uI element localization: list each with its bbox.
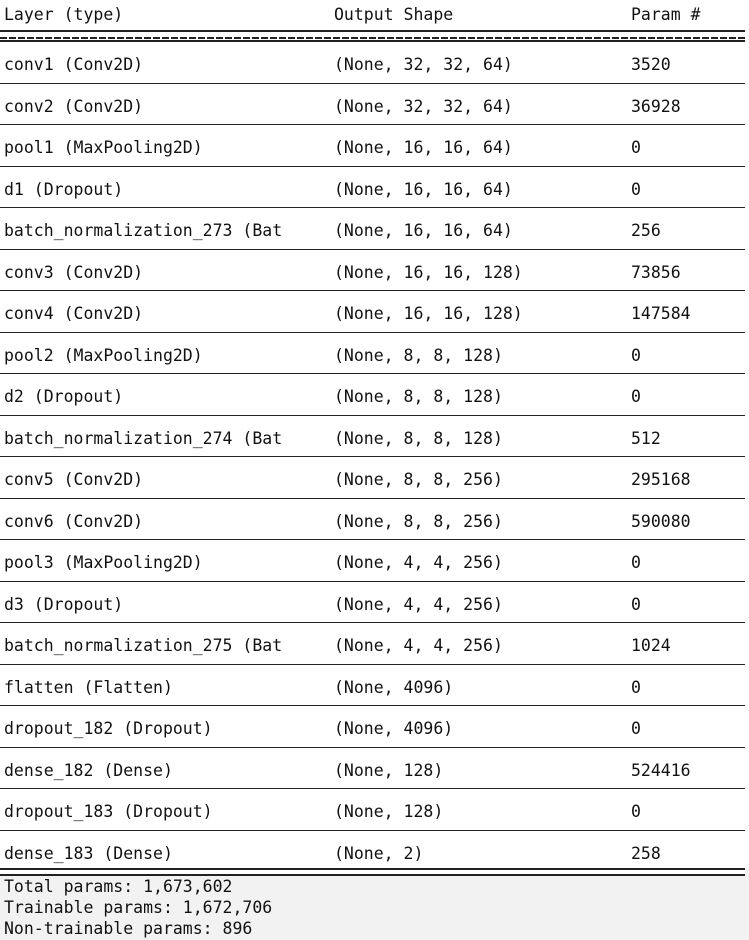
param-count: 0	[631, 802, 641, 821]
table-row	[0, 706, 745, 748]
param-count: 0	[631, 594, 641, 614]
param-count: 590080	[631, 511, 691, 531]
param-count: 258	[631, 843, 661, 863]
output-shape: (None, 16, 16, 64)	[334, 179, 513, 199]
param-count: 0	[631, 138, 641, 157]
layer-name: d1 (Dropout)	[4, 179, 124, 199]
output-shape: (None, 8, 8, 256)	[334, 470, 503, 489]
param-count: 1024	[631, 636, 671, 655]
output-shape: (None, 128)	[334, 760, 444, 780]
output-shape: (None, 8, 8, 128)	[334, 428, 503, 448]
table-row	[0, 84, 745, 126]
param-count: 0	[631, 387, 641, 406]
layer-name: pool2 (MaxPooling2D)	[4, 345, 203, 365]
param-count: 0	[631, 179, 641, 199]
table-header	[0, 0, 749, 30]
param-count: 524416	[631, 760, 691, 780]
layer-name: conv3 (Conv2D)	[4, 262, 144, 282]
table-row	[0, 789, 745, 831]
table-row	[0, 291, 745, 333]
table-row	[0, 665, 745, 707]
layer-name: pool3 (MaxPooling2D)	[4, 553, 203, 572]
table-row	[0, 208, 745, 250]
table-row	[0, 499, 745, 541]
param-count: 256	[631, 221, 661, 240]
param-count: 512	[631, 428, 661, 448]
table-row	[0, 623, 745, 665]
param-count: 0	[631, 719, 641, 738]
output-shape: (None, 32, 32, 64)	[334, 96, 513, 116]
layer-name: conv4 (Conv2D)	[4, 304, 144, 323]
header-output-shape: Output Shape	[334, 5, 454, 24]
param-count: 0	[631, 677, 641, 697]
table-row	[0, 748, 745, 790]
param-count: 295168	[631, 470, 691, 489]
output-shape: (None, 4096)	[334, 719, 454, 738]
header-layer-type: Layer (type)	[4, 5, 124, 24]
layer-name: batch_normalization_273 (Bat	[4, 221, 283, 240]
table-row	[0, 42, 745, 84]
layer-name: conv6 (Conv2D)	[4, 511, 144, 531]
layer-name: dense_182 (Dense)	[4, 760, 173, 780]
layer-name: pool1 (MaxPooling2D)	[4, 138, 203, 157]
layer-rows	[0, 42, 749, 872]
param-count: 0	[631, 553, 641, 572]
total-params: Total params: 1,673,602	[4, 877, 233, 896]
param-count: 0	[631, 345, 641, 365]
output-shape: (None, 16, 16, 128)	[334, 304, 523, 323]
output-shape: (None, 16, 16, 64)	[334, 138, 513, 157]
params-footer	[0, 868, 749, 940]
table-row	[0, 333, 745, 375]
header-param-count: Param #	[631, 5, 701, 24]
layer-name: d2 (Dropout)	[4, 387, 124, 406]
layer-name: dropout_183 (Dropout)	[4, 802, 213, 821]
output-shape: (None, 4, 4, 256)	[334, 636, 503, 655]
output-shape: (None, 8, 8, 128)	[334, 345, 503, 365]
table-row	[0, 374, 745, 416]
param-count: 147584	[631, 304, 691, 323]
non-trainable-params: Non-trainable params: 896	[4, 919, 253, 938]
output-shape: (None, 128)	[334, 802, 444, 821]
table-row	[0, 540, 745, 582]
layer-name: d3 (Dropout)	[4, 594, 124, 614]
layer-name: batch_normalization_274 (Bat	[4, 428, 283, 448]
param-count: 3520	[631, 55, 671, 74]
table-row	[0, 582, 745, 624]
output-shape: (None, 4, 4, 256)	[334, 594, 503, 614]
layer-name: conv1 (Conv2D)	[4, 55, 144, 74]
output-shape: (None, 8, 8, 128)	[334, 387, 503, 406]
header-divider	[0, 30, 745, 42]
footer-divider	[0, 868, 745, 876]
table-row	[0, 831, 745, 873]
param-count: 73856	[631, 262, 681, 282]
table-row	[0, 125, 745, 167]
output-shape: (None, 16, 16, 64)	[334, 221, 513, 240]
output-shape: (None, 4, 4, 256)	[334, 553, 503, 572]
layer-name: conv5 (Conv2D)	[4, 470, 144, 489]
param-count: 36928	[631, 96, 681, 116]
layer-name: conv2 (Conv2D)	[4, 96, 144, 116]
layer-name: dropout_182 (Dropout)	[4, 719, 213, 738]
trainable-params: Trainable params: 1,672,706	[4, 898, 273, 917]
layer-name: dense_183 (Dense)	[4, 843, 173, 863]
output-shape: (None, 2)	[334, 843, 424, 863]
output-shape: (None, 4096)	[334, 677, 454, 697]
table-row	[0, 457, 745, 499]
layer-name: flatten (Flatten)	[4, 677, 173, 697]
table-row	[0, 250, 745, 292]
output-shape: (None, 16, 16, 128)	[334, 262, 523, 282]
output-shape: (None, 8, 8, 256)	[334, 511, 503, 531]
layer-name: batch_normalization_275 (Bat	[4, 636, 283, 655]
table-row	[0, 416, 745, 458]
table-row	[0, 167, 745, 209]
output-shape: (None, 32, 32, 64)	[334, 55, 513, 74]
